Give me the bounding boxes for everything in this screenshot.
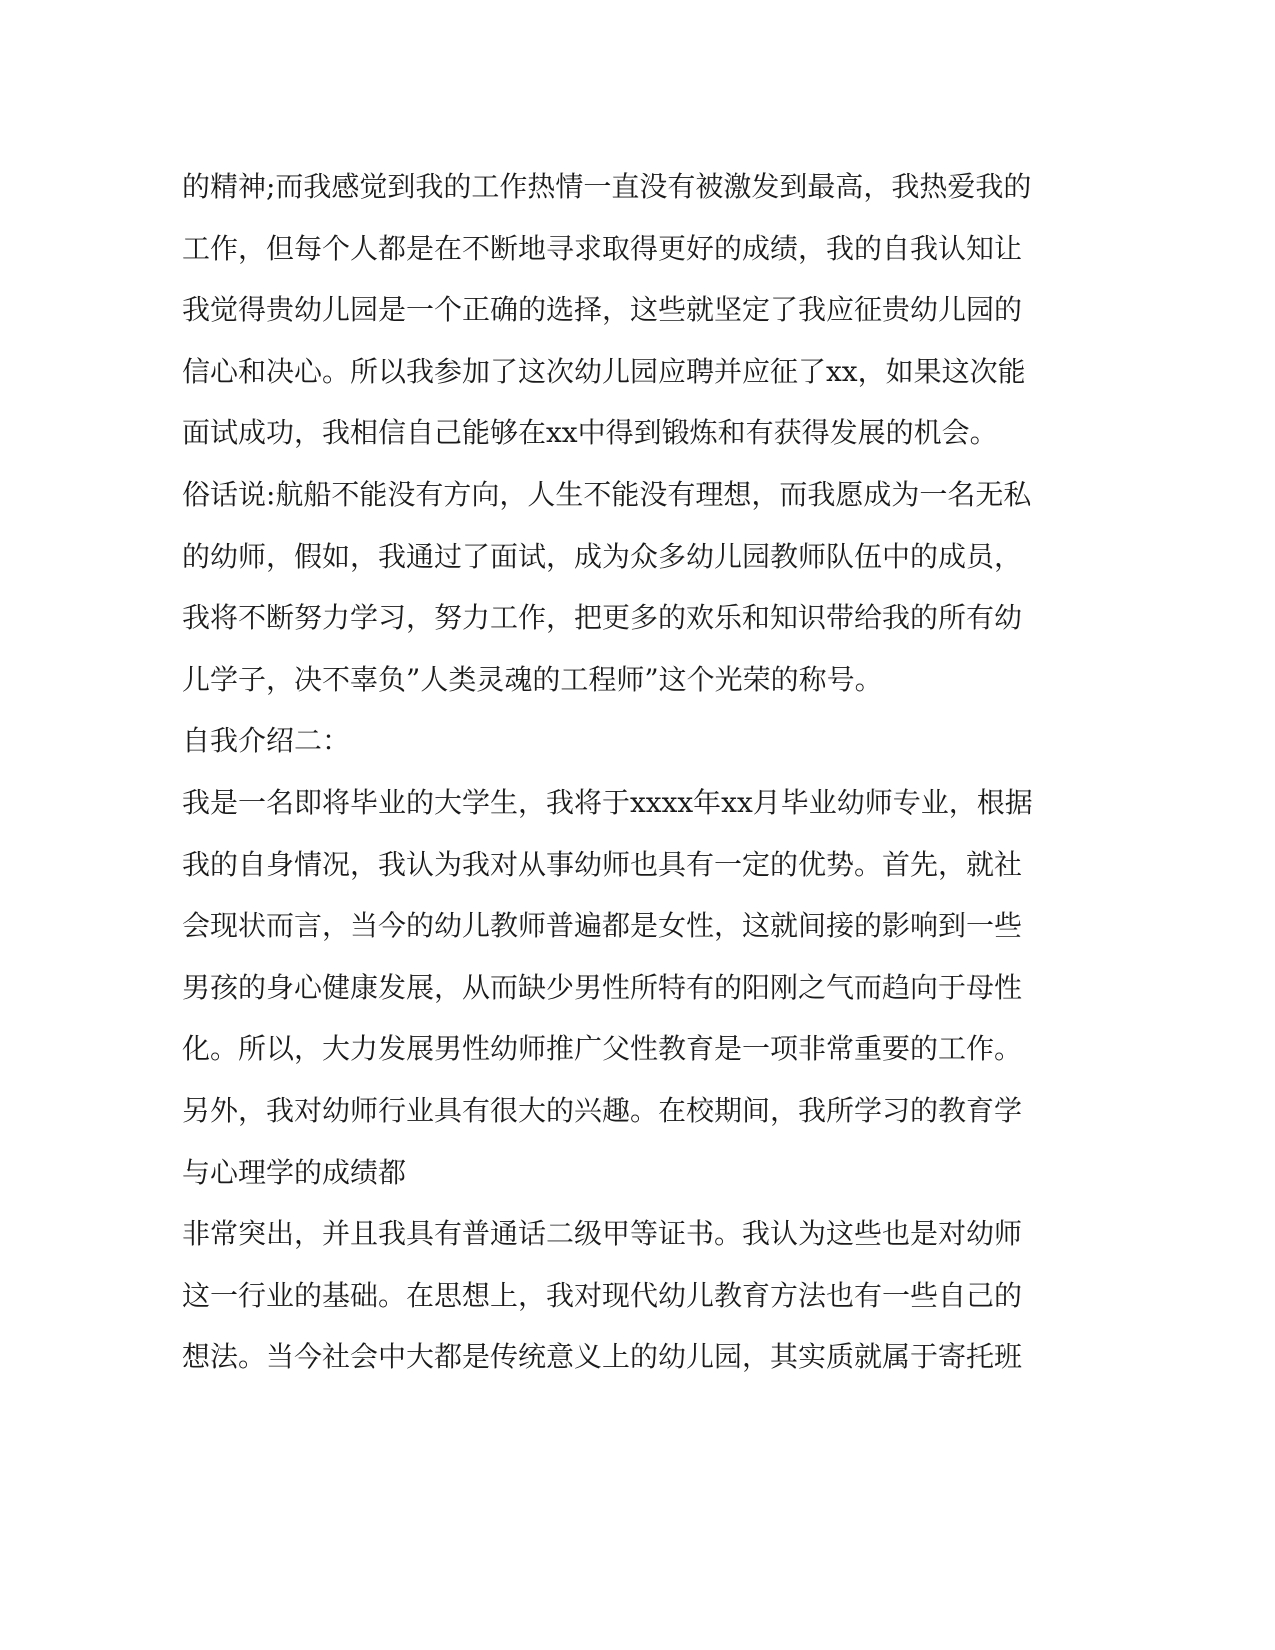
text-line: 与心理学的成绩都 [182,1155,407,1189]
section-heading: 自我介绍二： [182,724,351,758]
text-line: 非常突出，并且我具有普通话二级甲等证书。我认为这些也是对幼师 [182,1217,1023,1251]
text-line: 信心和决心。所以我参加了这次幼儿园应聘并应征了xx，如果这次能 [182,354,1026,388]
text-line: 另外，我对幼师行业具有很大的兴趣。在校期间，我所学习的教育学 [182,1093,1023,1127]
text-line: 化。所以，大力发展男性幼师推广父性教育是一项非常重要的工作。 [182,1032,1023,1066]
text-line: 我将不断努力学习，努力工作，把更多的欢乐和知识带给我的所有幼 [182,601,1023,635]
text-line: 我的自身情况，我认为我对从事幼师也具有一定的优势。首先，就社 [182,847,1023,881]
text-line: 儿学子，决不辜负”人类灵魂的工程师”这个光荣的称号。 [182,662,883,696]
text-line: 男孩的身心健康发展，从而缺少男性所特有的阳刚之气而趋向于母性 [182,970,1023,1004]
text-line: 想法。当今社会中大都是传统意义上的幼儿园，其实质就属于寄托班 [182,1340,1023,1374]
text-line: 这一行业的基础。在思想上，我对现代幼儿教育方法也有一些自己的 [182,1278,1023,1312]
text-line: 我觉得贵幼儿园是一个正确的选择，这些就坚定了我应征贵幼儿园的 [182,293,1023,327]
text-line: 会现状而言，当今的幼儿教师普遍都是女性，这就间接的影响到一些 [182,909,1023,943]
document-body [182,156,1062,1388]
text-line: 的幼师，假如，我通过了面试，成为众多幼儿园教师队伍中的成员， [182,539,1023,573]
text-line: 工作，但每个人都是在不断地寻求取得更好的成绩，我的自我认知让 [182,231,1023,265]
text-line: 的精神;而我感觉到我的工作热情一直没有被激发到最高，我热爱我的 [182,170,1032,203]
text-line: 我是一名即将毕业的大学生，我将于xxxx年xx月毕业幼师专业，根据 [182,785,1033,819]
text-line: 面试成功，我相信自己能够在xx中得到锻炼和有获得发展的机会。 [182,416,998,450]
text-line: 俗话说:航船不能没有方向，人生不能没有理想，而我愿成为一名无私 [182,477,1032,511]
